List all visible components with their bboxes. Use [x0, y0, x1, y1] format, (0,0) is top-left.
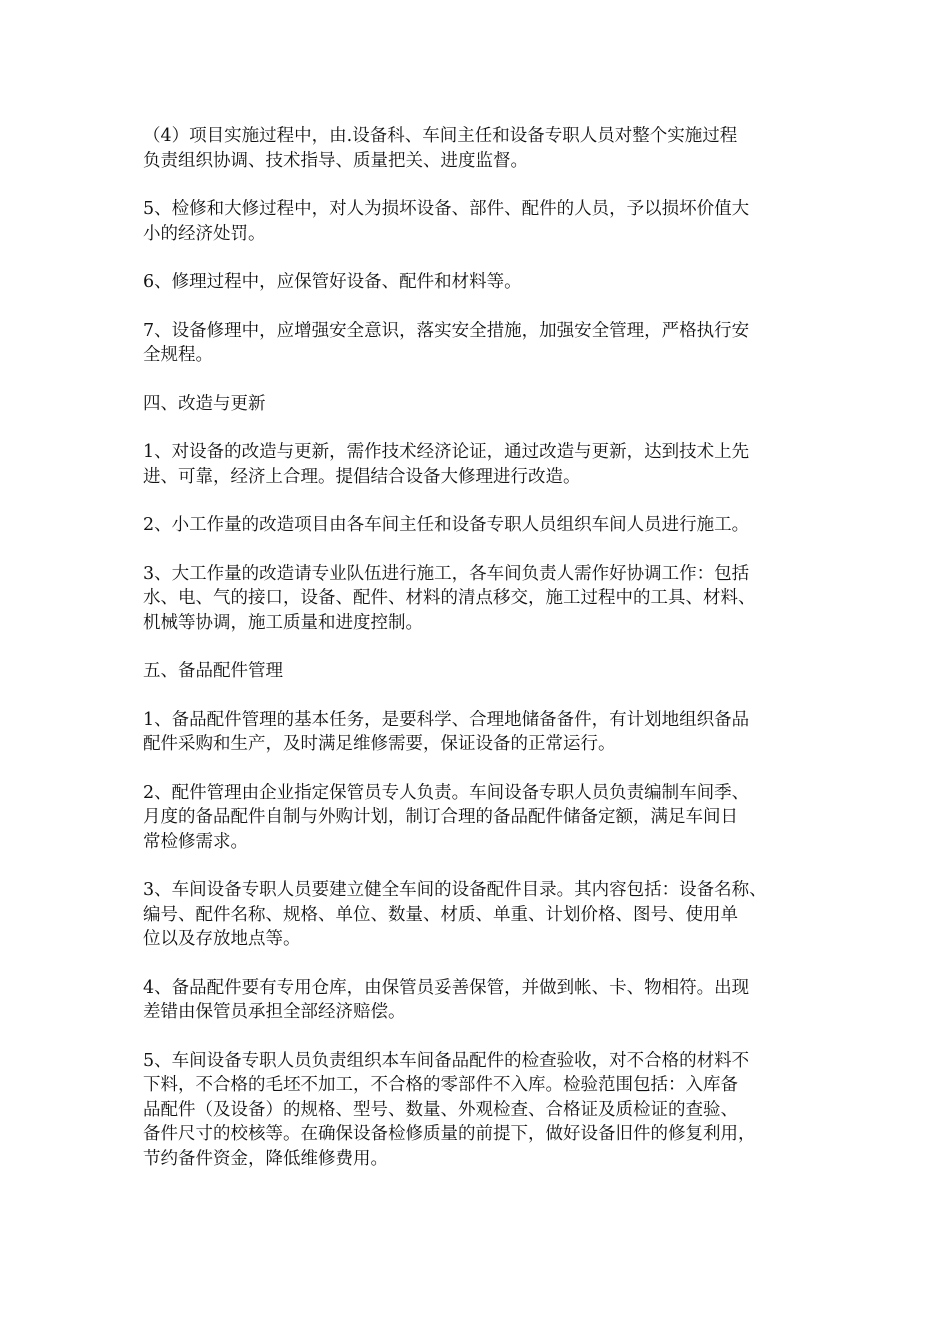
text-line: 小的经济处罚。: [143, 223, 266, 244]
text-line: 4、备品配件要有专用仓库，由保管员妥善保管，并做到帐、卡、物相符。出现: [143, 977, 750, 998]
text-line: 进、可靠，经济上合理。提倡结合设备大修理进行改造。: [143, 466, 581, 487]
document-body: [143, 124, 833, 1195]
text-line: 品配件（及设备）的规格、型号、数量、外观检查、合格证及质检证的查验、: [143, 1099, 738, 1120]
text-line: 3、大工作量的改造请专业队伍进行施工，各车间负责人需作好协调工作：包括: [143, 563, 750, 584]
text-line: （4）项目实施过程中，由.设备科、车间主任和设备专职人员对整个实施过程: [143, 126, 738, 146]
text-line: 下料，不合格的毛坯不加工，不合格的零部件不入库。检验范围包括：入库备: [143, 1075, 738, 1095]
text-line: 常检修需求。: [143, 831, 248, 852]
text-line: 差错由保管员承担全部经济赔偿。: [143, 1002, 406, 1022]
paragraph-spare-parts-5: [143, 1049, 833, 1172]
paragraph-item-6-custody: [143, 270, 833, 295]
text-line: 节约备件资金，降低维修费用。: [143, 1148, 388, 1169]
paragraph-item-7-safety: [143, 319, 833, 368]
text-line: 3、车间设备专职人员要建立健全车间的设备配件目录。其内容包括：设备名称、: [143, 880, 767, 900]
text-line: 7、设备修理中，应增强安全意识，落实安全措施，加强安全管理，严格执行安: [143, 320, 750, 341]
text-line: 2、小工作量的改造项目由各车间主任和设备专职人员组织车间人员进行施工。: [143, 515, 750, 535]
text-line: 编号、配件名称、规格、单位、数量、材质、单重、计划价格、图号、使用单: [143, 904, 738, 925]
text-line: 5、车间设备专职人员负责组织本车间备品配件的检查验收，对不合格的材料不: [143, 1050, 750, 1071]
paragraph-renovation-1: [143, 440, 833, 489]
text-line: 水、电、气的接口，设备、配件、材料的清点移交，施工过程中的工具、材料、: [143, 588, 756, 608]
paragraph-spare-parts-3: [143, 878, 833, 952]
text-line: 机械等协调，施工质量和进度控制。: [143, 612, 423, 633]
paragraph-item-4-implementation: [143, 124, 833, 173]
text-line: 6、修理过程中，应保管好设备、配件和材料等。: [143, 272, 522, 292]
text-line: 全规程。: [143, 345, 213, 365]
paragraph-spare-parts-1: [143, 708, 833, 757]
paragraph-spare-parts-4: [143, 976, 833, 1025]
section-heading: 四、改造与更新: [143, 393, 266, 414]
text-line: 负责组织协调、技术指导、质量把关、进度监督。: [143, 150, 528, 171]
paragraph-spare-parts-2: [143, 781, 833, 855]
text-line: 月度的备品配件自制与外购计划，制订合理的备品配件储备定额，满足车间日: [143, 807, 738, 827]
paragraph-renovation-2: [143, 513, 833, 538]
section-heading-spare-parts: [143, 659, 833, 684]
paragraph-renovation-3: [143, 562, 833, 636]
text-line: 位以及存放地点等。: [143, 929, 301, 949]
text-line: 5、检修和大修过程中，对人为损坏设备、部件、配件的人员，予以损坏价值大: [143, 199, 750, 219]
text-line: 备件尺寸的校核等。在确保设备检修质量的前提下，做好设备旧件的修复利用，: [143, 1124, 756, 1144]
section-heading-renovation: [143, 392, 833, 417]
text-line: 2、配件管理由企业指定保管员专人负责。车间设备专职人员负责编制车间季、: [143, 782, 750, 803]
text-line: 1、对设备的改造与更新，需作技术经济论证，通过改造与更新，达到技术上先: [143, 442, 750, 462]
section-heading: 五、备品配件管理: [143, 661, 283, 681]
text-line: 1、备品配件管理的基本任务，是要科学、合理地储备备件，有计划地组织备品: [143, 709, 750, 730]
text-line: 配件采购和生产，及时满足维修需要，保证设备的正常运行。: [143, 734, 616, 754]
paragraph-item-5-penalty: [143, 197, 833, 246]
